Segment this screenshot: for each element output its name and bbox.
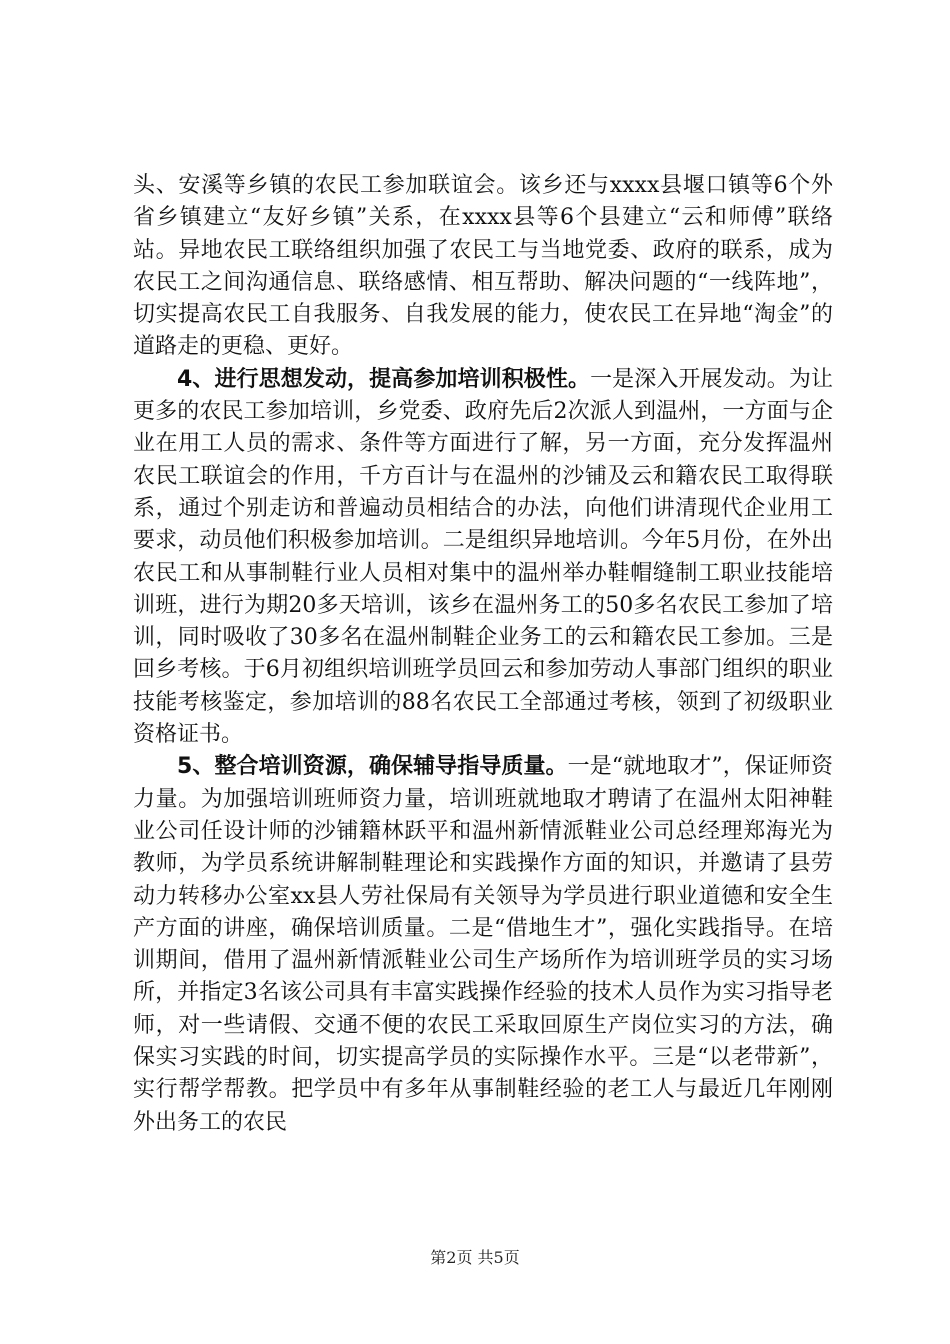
page-footer — [0, 1245, 950, 1268]
paragraph-text: 一是“就地取才”，保证师资力量。为加强培训班师资力量，培训班就地取才聘请了在温州太阳神鞋业公司任设计师的沙铺籍林跃平和温州新情派鞋业公司总经理郑海光为教师，为学员系统讲解制鞋理论和实践操作方面的知识，并邀请了县劳动力转移办公室xx县人劳社保局有关领导为学员进行职业道德和安全生产方面的讲座，确保培训质量。二是“借地生才”，强化实践指导。在培训期间，借用了温州新情派鞋业公司生产场所作为培训班学员的实习场所，并指定3名该公司具有丰富实践操作经验的技术人员作为实习指导老师，对一些请假、交通不便的农民工采取回原生产岗位实习的方法，确保实习实践的时间，切实提高学员的实际操作水平。三是“以老带新”，实行帮学帮教。把学员中有多年从事制鞋经验的老工人与最近几年刚刚外出务工的农民 — [133, 754, 833, 1135]
document-body — [133, 170, 833, 1139]
paragraph-continued — [133, 170, 833, 364]
section-heading: 5、整合培训资源，确保辅导指导质量。 — [177, 754, 568, 780]
paragraph-text: 一是深入开展发动。为让更多的农民工参加培训，乡党委、政府先后2次派人到温州，一方面与企业在用工人员的需求、条件等方面进行了解，另一方面，充分发挥温州农民工联谊会的作用，千方百计与在温州的沙铺及云和籍农民工取得联系，通过个别走访和普遍动员相结合的办法，向他们讲清现代企业用工要求，动员他们积极参加培训。二是组织异地培训。今年5月份，在外出农民工和从事制鞋行业人员相对集中的温州举办鞋帽缝制工职业技能培训班，进行为期20多天培训，该乡在温州务工的50多名农民工参加了培训，同时吸收了30多名在温州制鞋企业务工的云和籍农民工参加。三是回乡考核。于6月初组织培训班学员回云和参加劳动人事部门组织的职业技能考核鉴定，参加培训的88名农民工全部通过考核，领到了初级职业资格证书。 — [133, 366, 833, 748]
section-heading: 4、进行思想发动，提高参加培训积极性。 — [177, 366, 591, 392]
page-number: 第2页 共5页 — [430, 1248, 520, 1267]
paragraph-text: 头、安溪等乡镇的农民工参加联谊会。该乡还与xxxx县堰口镇等6个外省乡镇建立“友好乡镇”关系，在xxxx县等6个县建立“云和师傅”联络站。异地农民工联络组织加强了农民工与当地党委、政府的联系，成为农民工之间沟通信息、联络感情、相互帮助、解决问题的“一线阵地”，切实提高农民工自我服务、自我发展的能力，使农民工在异地“淘金”的道路走的更稳、更好。 — [133, 173, 833, 360]
paragraph-section-4 — [133, 364, 833, 752]
paragraph-section-5 — [133, 751, 833, 1139]
